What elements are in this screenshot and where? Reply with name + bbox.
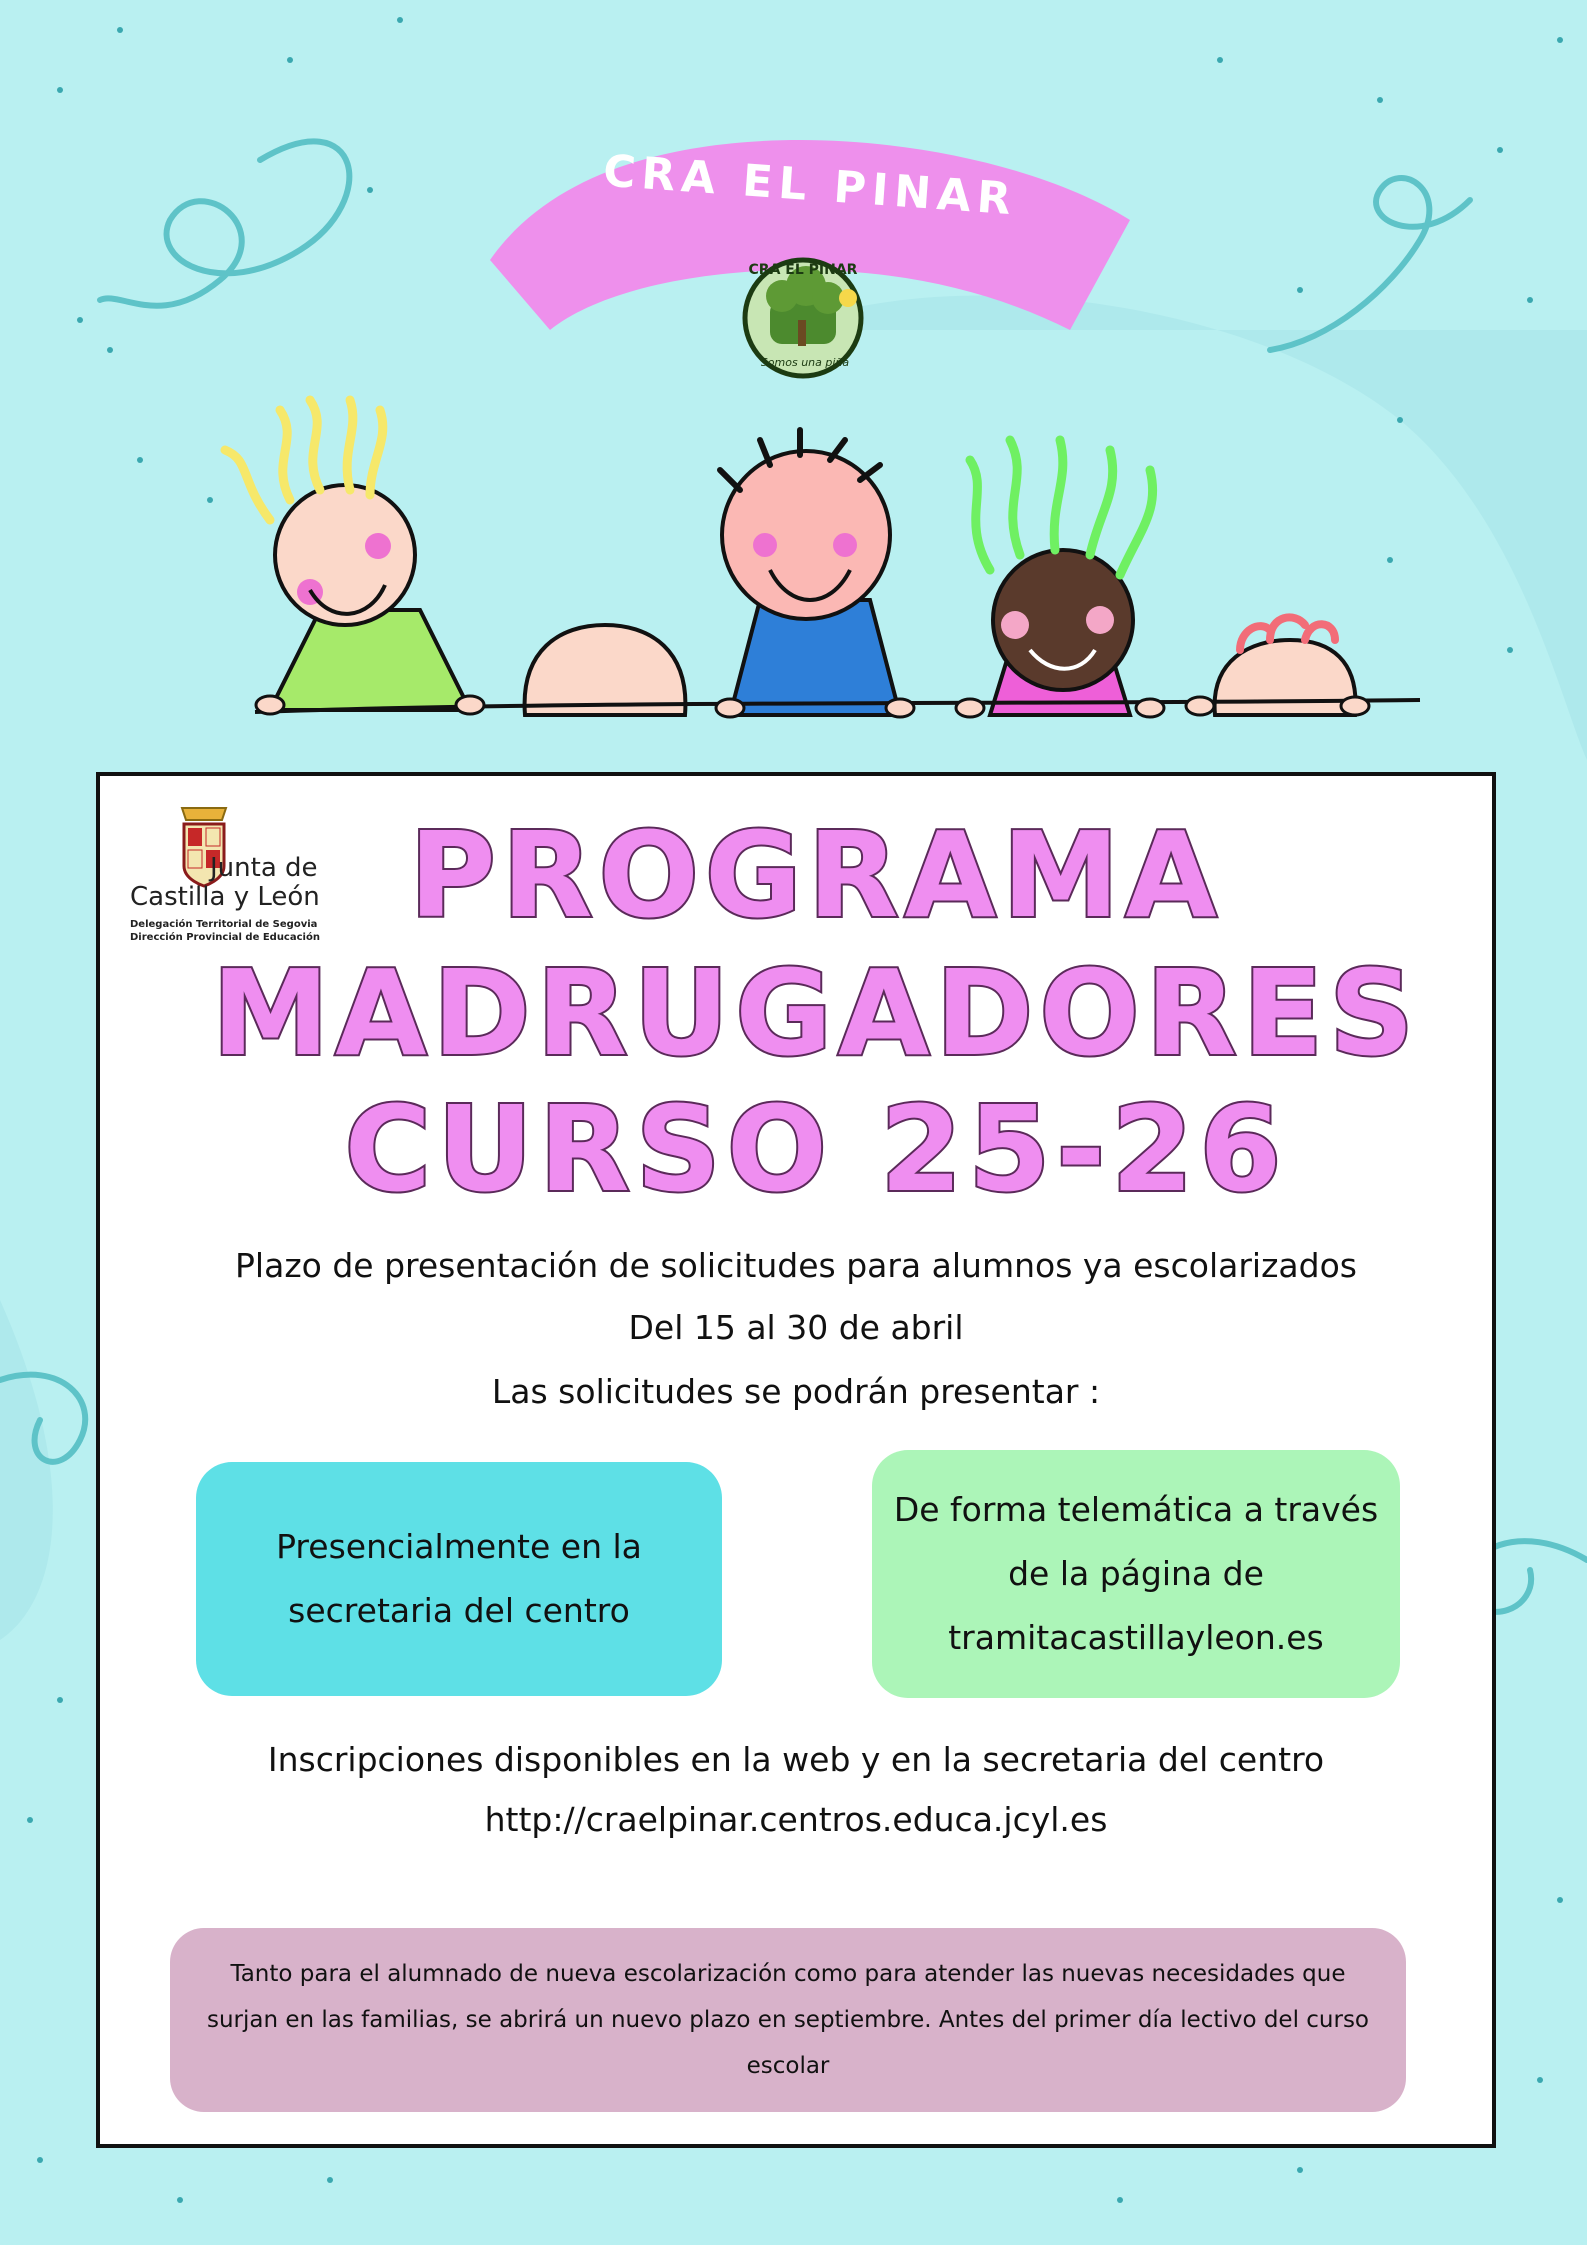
institution-name-line1: Junta de: [210, 853, 318, 883]
title-line-1: PROGRAMA: [409, 806, 1223, 944]
institution-sub-line2: Dirección Provincial de Educación: [130, 932, 320, 943]
institution-name-line2: Castilla y León: [130, 882, 320, 912]
registration-info: Inscripciones disponibles en la web y en la secretaria del centro: [267, 1740, 1325, 1779]
in-person-option-text: Presencialmente en la secretaria del centro: [276, 1527, 642, 1630]
deadline-dates: Del 15 al 30 de abril: [628, 1308, 964, 1347]
title-line-3: CURSO 25-26: [344, 1080, 1288, 1218]
school-logo-top-text: CRA EL PINAR: [748, 262, 858, 278]
submission-intro: Las solicitudes se podrán presentar :: [491, 1372, 1101, 1411]
institution-sub-line1: Delegación Territorial de Segovia: [130, 919, 318, 930]
in-person-option-box: [196, 1462, 722, 1696]
ribbon-title: CRA EL PINAR: [601, 145, 1019, 226]
content-panel: [96, 772, 1496, 2148]
school-logo-motto: Somos una piña: [760, 356, 850, 369]
website-url[interactable]: http://craelpinar.centros.educa.jcyl.es: [484, 1800, 1108, 1839]
note-text: Tanto para el alumnado de nueva escolarización como para atender las nuevas necesidades que surjan en las familias, se abrirá un nuevo plazo en septiembre. Antes del primer día lectivo del curso escolar: [206, 1961, 1370, 2079]
online-option-text: De forma telemática a través de la página de tramitacastillayleon.es: [893, 1490, 1379, 1657]
title-line-2: MADRUGADORES: [211, 944, 1421, 1082]
deadline-description: Plazo de presentación de solicitudes para alumnos ya escolarizados: [235, 1246, 1357, 1285]
online-option-box: [872, 1450, 1400, 1698]
note-box: [170, 1928, 1406, 2112]
